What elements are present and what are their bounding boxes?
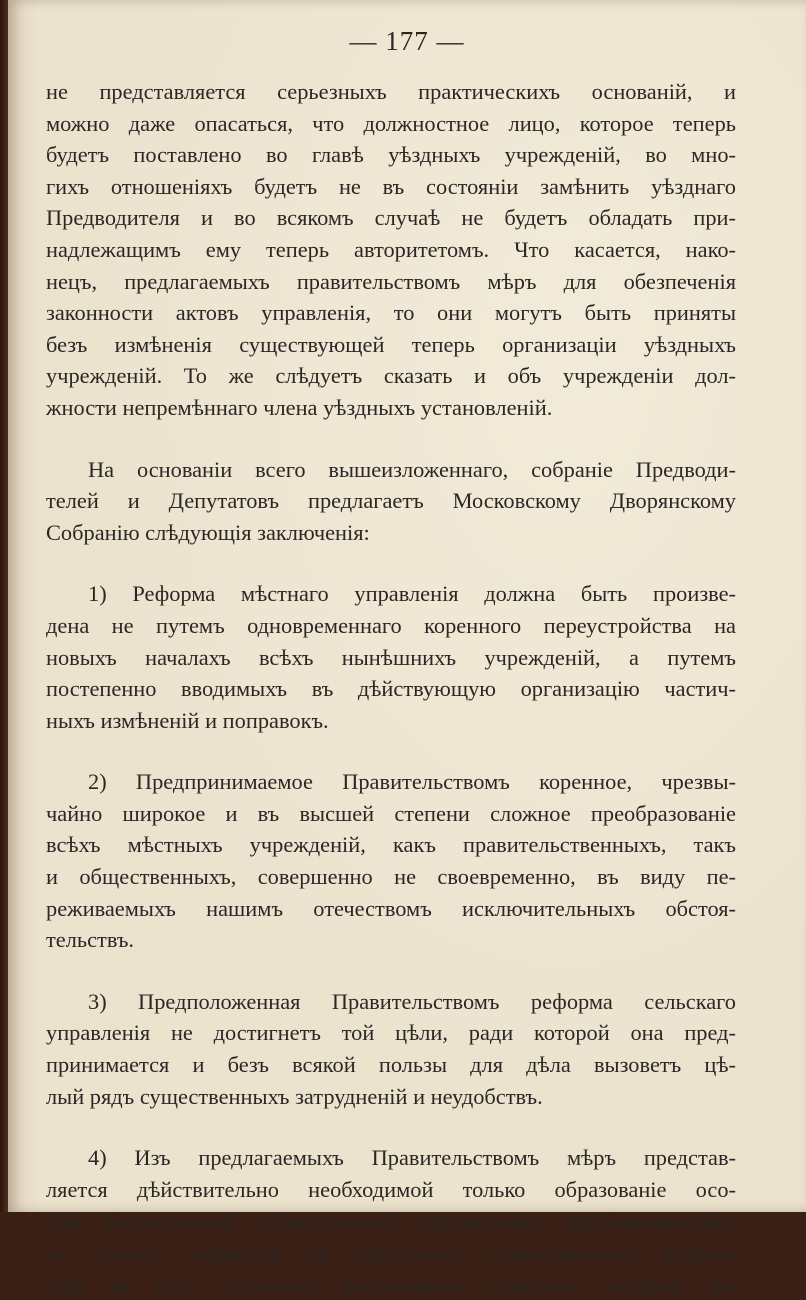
- text-line: законности актовъ управленія, то они могутъ быть приняты: [46, 300, 736, 326]
- text-line: гихъ отношеніяхъ будетъ не въ состояніи замѣнить уѣзднаго: [46, 173, 736, 199]
- paragraph-conclusion-4: [46, 1142, 736, 1300]
- text-line: принимается и безъ всякой пользы для дѣла вызоветъ цѣ-: [46, 1052, 736, 1078]
- paragraph-continuation: [46, 76, 736, 424]
- text-line: всѣхъ мѣстныхъ учрежденій, какъ правительственныхъ, такъ: [46, 832, 736, 858]
- page-text: [46, 76, 736, 1300]
- text-line: надлежащимъ ему теперь авторитетомъ. Что касается, нако-: [46, 236, 736, 262]
- text-line: можно даже опасаться, что должностное лицо, которое теперь: [46, 110, 736, 136]
- page-number: — 177 —: [349, 26, 465, 56]
- text-line: телей и Депутатовъ предлагаетъ Московскому Дворянскому: [46, 488, 736, 514]
- text-line: лый рядъ существенныхъ затрудненій и неудобствъ.: [46, 1083, 543, 1109]
- text-line: нецъ, предлагаемыхъ правительствомъ мѣръ для обезпеченія: [46, 268, 736, 294]
- text-line: не представляется серьезныхъ практическихъ основаній, и: [46, 79, 736, 104]
- text-line: дена не путемъ одновременнаго коренного переустройства на: [46, 612, 736, 638]
- text-line: ству въ тѣхъ сельскихъ населенныхъ пунктахъ, которые ли-: [46, 1271, 736, 1297]
- text-line: ляется дѣйствительно необходимой только образованіе осо-: [46, 1176, 736, 1202]
- text-line: 2) Предпринимаемое Правительствомъ коренное, чрезвы-: [88, 769, 736, 795]
- text-line: реживаемыхъ нашимъ отечествомъ исключительныхъ обстоя-: [46, 895, 736, 921]
- text-line: безъ измѣненія существующей теперь организаціи уѣздныхъ: [46, 331, 736, 357]
- text-line: На основаніи всего вышеизложеннаго, собраніе Предводи-: [88, 456, 736, 482]
- text-line: бой безсословной общественной организаціи, приближающейся: [46, 1208, 736, 1234]
- text-line: управленія не достигнетъ той цѣли, ради которой она пред-: [46, 1020, 736, 1046]
- text-line: постепенно вводимыхъ въ дѣйствующую организацію частич-: [46, 676, 736, 702]
- text-line: чайно широкое и въ высшей степени сложное преобразованіе: [46, 800, 736, 826]
- paragraph-conclusion-2: [46, 766, 736, 956]
- paragraph-conclusions-intro: [46, 454, 736, 549]
- text-line: тельствъ.: [46, 927, 135, 953]
- text-line: новыхъ началахъ всѣхъ нынѣшнихъ учрежденій, а путемъ: [46, 644, 736, 670]
- text-line: будетъ поставлено во главѣ уѣздныхъ учрежденій, во мно-: [46, 142, 736, 168]
- text-line: и общественныхъ, совершенно не своевременно, въ виду пе-: [46, 864, 736, 890]
- text-line: учрежденій. То же слѣдуетъ сказать и объ учрежденіи дол-: [46, 363, 736, 389]
- paragraph-conclusion-3: [46, 986, 736, 1112]
- text-line: 3) Предположенная Правительствомъ реформа сельскаго: [88, 988, 736, 1014]
- text-line: ныхъ измѣненій и поправокъ.: [46, 707, 329, 733]
- text-line: 1) Реформа мѣстнаго управленія должна быть произве-: [88, 581, 736, 607]
- text-line: 4) Изъ предлагаемыхъ Правительствомъ мѣръ представ-: [88, 1145, 736, 1171]
- book-page: [8, 0, 806, 1297]
- text-line: жности непремѣннаго члена уѣздныхъ установленій.: [46, 394, 553, 420]
- text-line: Предводителя и во всякомъ случаѣ не будетъ обладать при-: [46, 205, 736, 231]
- text-line: по своему характеру къ городскому общественному устрой-: [46, 1240, 736, 1265]
- text-line: Собранію слѣдующія заключенія:: [46, 519, 370, 545]
- paragraph-conclusion-1: [46, 578, 736, 736]
